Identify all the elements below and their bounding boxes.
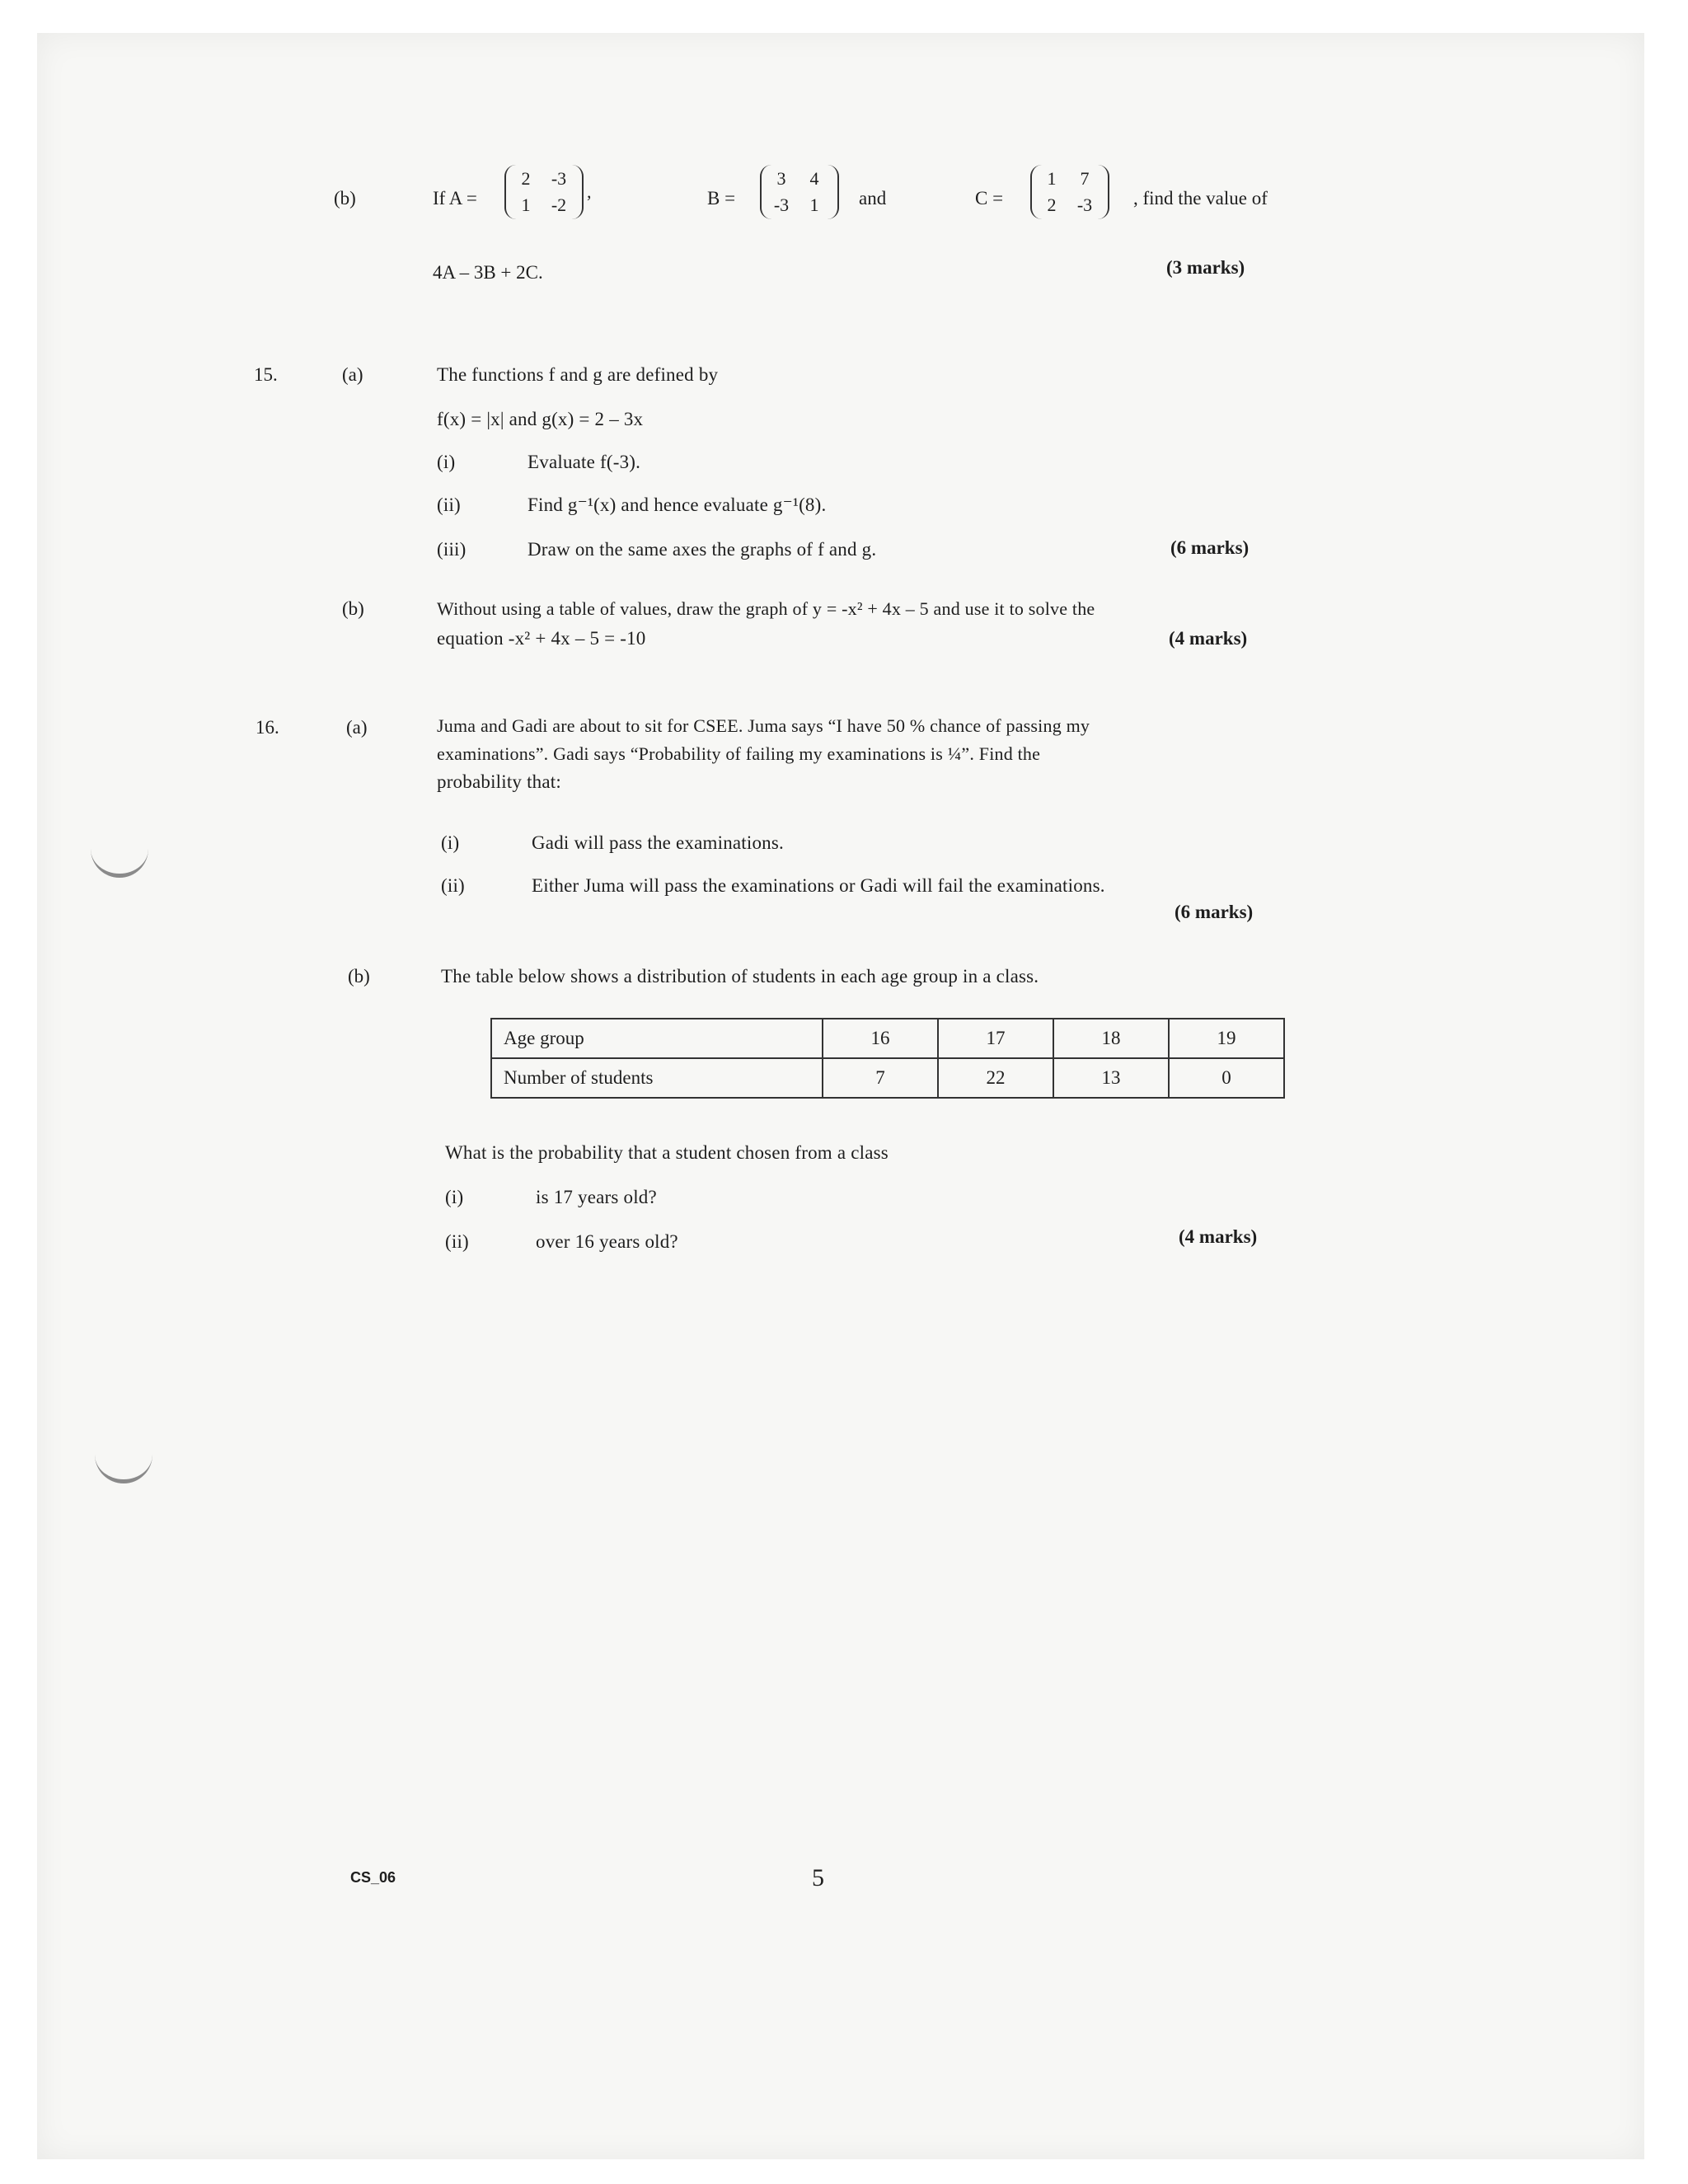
q15b-part-label: (b) [342, 598, 364, 619]
matrix-c-cell: -3 [1076, 194, 1093, 215]
q16a-line2: examinations”. Gadi says “Probability of failing my examinations is ¼”. Find the [437, 743, 1041, 764]
table-row-label: Age group [491, 1019, 823, 1058]
q16b-item-text: is 17 years old? [536, 1187, 657, 1207]
q16b-item-num: (ii) [445, 1231, 469, 1252]
q15a-item-text: Evaluate f(-3). [528, 452, 641, 472]
matrix-b-cell: 3 [776, 168, 786, 189]
q15a-item-text: Find g⁻¹(x) and hence evaluate g⁻¹(8). [528, 494, 827, 515]
q15b-line2: equation -x² + 4x – 5 = -10 [437, 628, 646, 649]
q14b-c-eq: C = [975, 188, 1004, 209]
q15b-line1: Without using a table of values, draw the graph of y = -x² + 4x – 5 and use it to solve the [437, 598, 1095, 619]
matrix-b-cell: 1 [809, 194, 819, 215]
q14b-expression: 4A – 3B + 2C. [433, 262, 543, 283]
age-distribution-table [490, 1018, 1285, 1099]
table-row [491, 1058, 1284, 1098]
footer-code: CS_06 [350, 1869, 396, 1886]
q14b-find: , find the value of [1133, 188, 1268, 209]
q14b-b-eq: B = [707, 188, 736, 209]
q15a-item-text: Draw on the same axes the graphs of f and g. [528, 539, 877, 560]
matrix-c [1030, 165, 1109, 219]
q16a-item-num: (i) [441, 832, 460, 853]
q15a-intro: The functions f and g are defined by [437, 364, 719, 385]
q16b-item-text: over 16 years old? [536, 1231, 678, 1252]
q16a-marks: (6 marks) [1175, 902, 1254, 922]
matrix-a: 2 -3 1 -2 , [504, 165, 592, 219]
q15a-item-num: (iii) [437, 539, 467, 560]
matrix-c-cell: 2 [1047, 194, 1057, 215]
matrix-a-cell: 2 [521, 168, 531, 189]
q16a-part-label: (a) [346, 717, 368, 738]
q16b-part-label: (b) [348, 966, 370, 987]
q15a-item-num: (ii) [437, 494, 461, 515]
q15-number: 15. [254, 364, 278, 385]
count-cell: 22 [938, 1058, 1053, 1098]
age-cell: 16 [823, 1019, 938, 1058]
q16a-item-num: (ii) [441, 875, 465, 896]
q16a-item-text: Gadi will pass the examinations. [532, 832, 784, 853]
q16b-item-num: (i) [445, 1187, 464, 1207]
q15b-marks: (4 marks) [1169, 628, 1248, 649]
q16b-marks: (4 marks) [1179, 1226, 1258, 1247]
q16a-line3: probability that: [437, 771, 561, 792]
q16b-intro: The table below shows a distribution of students in each age group in a class. [441, 966, 1039, 987]
q14b-and: and [859, 188, 887, 209]
matrix-c-cell: 1 [1047, 168, 1057, 189]
age-cell: 19 [1169, 1019, 1284, 1058]
q15a-marks: (6 marks) [1170, 537, 1250, 558]
matrix-a-cell: 1 [521, 194, 531, 215]
age-cell: 18 [1053, 1019, 1169, 1058]
matrix-b-cell: 4 [809, 168, 819, 189]
table-row [491, 1019, 1284, 1058]
count-cell: 0 [1169, 1058, 1284, 1098]
q15a-part-label: (a) [342, 364, 363, 385]
q14b-part-label: (b) [334, 188, 356, 209]
matrix-b-cell: -3 [773, 194, 790, 215]
q16a-line1: Juma and Gadi are about to sit for CSEE. Juma says “I have 50 % chance of passing my [437, 715, 1090, 736]
q15a-definitions: f(x) = |x| and g(x) = 2 – 3x [437, 409, 644, 429]
q14b-if-a: If A = [433, 188, 477, 209]
table-row-label: Number of students [491, 1058, 823, 1098]
page-number: 5 [812, 1864, 824, 1891]
age-cell: 17 [938, 1019, 1053, 1058]
matrix-a-cell: -3 [551, 168, 567, 189]
matrix-b [760, 165, 839, 219]
q16b-question: What is the probability that a student chosen from a class [445, 1142, 889, 1163]
q15a-item-num: (i) [437, 452, 456, 472]
q16a-item-text: Either Juma will pass the examinations or Gadi will fail the examinations. [532, 875, 1105, 896]
q14b-marks: (3 marks) [1166, 257, 1245, 278]
matrix-a-cell: -2 [551, 194, 567, 215]
count-cell: 7 [823, 1058, 938, 1098]
matrix-c-cell: 7 [1080, 168, 1090, 189]
count-cell: 13 [1053, 1058, 1169, 1098]
q16-number: 16. [256, 717, 279, 738]
